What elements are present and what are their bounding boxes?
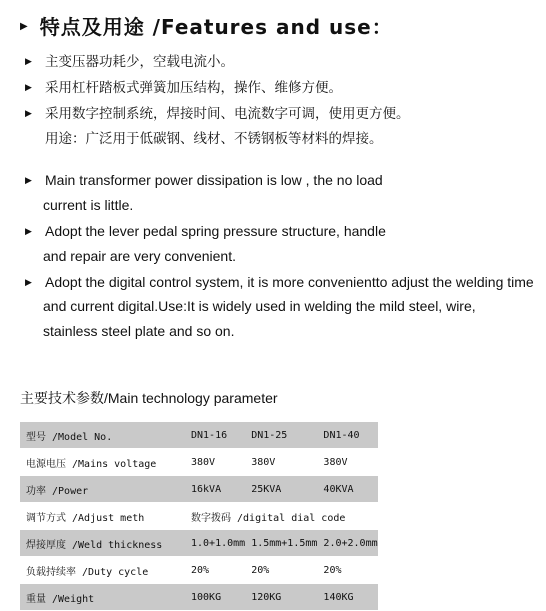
table-cell: 数字拨码 /digital dial code [185,503,378,530]
feature-en-continuation: current is little. [43,197,134,213]
table-cell: 2.0+2.0mm [317,530,377,557]
table-row [20,449,378,476]
feature-cn-item: ▶ 采用杠杆踏板式弹簧加压结构，操作、维修方便。 [25,80,342,96]
table-header-cell: DN1-40 [317,422,377,449]
table-cell: 40KVA [317,476,377,503]
table-cell: 20% [245,557,317,584]
table-row [20,584,378,611]
triangle-bullet-icon: ▶ [25,277,32,287]
table-cell: 140KG [317,584,377,611]
use-cn-text: 用途：广泛用于低碳钢、线材、不锈钢板等材料的焊接。 [45,131,383,147]
table-cell: 焊接厚度 /Weld thickness [20,530,185,557]
table-cell: 1.5mm+1.5mm [245,530,317,557]
table-row [20,530,378,557]
feature-en-continuation: stainless steel plate and so on. [43,323,235,339]
table-cell: 380V [317,449,377,476]
table-cell: 380V [245,449,317,476]
table-cell: 380V [185,449,245,476]
table-cell: 100KG [185,584,245,611]
table-cell: 120KG [245,584,317,611]
table-cell: 20% [317,557,377,584]
table-row [20,557,378,584]
table-header-cell: 型号 /Model No. [20,422,185,449]
table-row [20,503,378,530]
table-cell: 1.0+1.0mm [185,530,245,557]
table-cell: 重量 /Weight [20,584,185,611]
feature-cn-item: ▶ 主变压器功耗少，空载电流小。 [25,54,234,70]
table-cell: 电源电压 /Mains voltage [20,449,185,476]
table-header-cell: DN1-25 [245,422,317,449]
feature-en-item: ▶ Main transformer power dissipation is low , the no load [25,172,383,188]
table-header-row [20,422,378,449]
triangle-bullet-icon: ▶ [25,109,32,119]
table-header-cell: DN1-16 [185,422,245,449]
triangle-bullet-icon: ▶ [25,226,32,236]
feature-en-item: ▶ Adopt the digital control system, it is more convenientto adjust the welding time [25,274,534,290]
table-cell: 25KVA [245,476,317,503]
triangle-bullet-icon: ▶ [25,57,32,67]
triangle-bullet-icon: ▶ [25,175,32,185]
feature-cn-item: ▶ 采用数字控制系统，焊接时间、电流数字可调，使用更方便。 [25,106,410,122]
table-title: 主要技术参数/Main technology parameter [20,390,278,406]
feature-en-continuation: and repair are very convenient. [43,248,236,264]
triangle-bullet-icon: ▶ [20,20,28,32]
triangle-bullet-icon: ▶ [25,83,32,93]
table-cell: 20% [185,557,245,584]
table-row [20,476,378,503]
table-cell: 调节方式 /Adjust meth [20,503,185,530]
section-heading-text: 特点及用途 /Features and use： [39,14,393,39]
table-cell: 负载持续率 /Duty cycle [20,557,185,584]
feature-en-continuation: and current digital.Use:It is widely used in welding the mild steel, wire, [43,298,476,314]
table-cell: 功率 /Power [20,476,185,503]
section-heading [20,12,393,38]
table-cell: 16kVA [185,476,245,503]
feature-en-item: ▶ Adopt the lever pedal spring pressure structure, handle [25,223,386,239]
parameter-table [20,422,378,611]
